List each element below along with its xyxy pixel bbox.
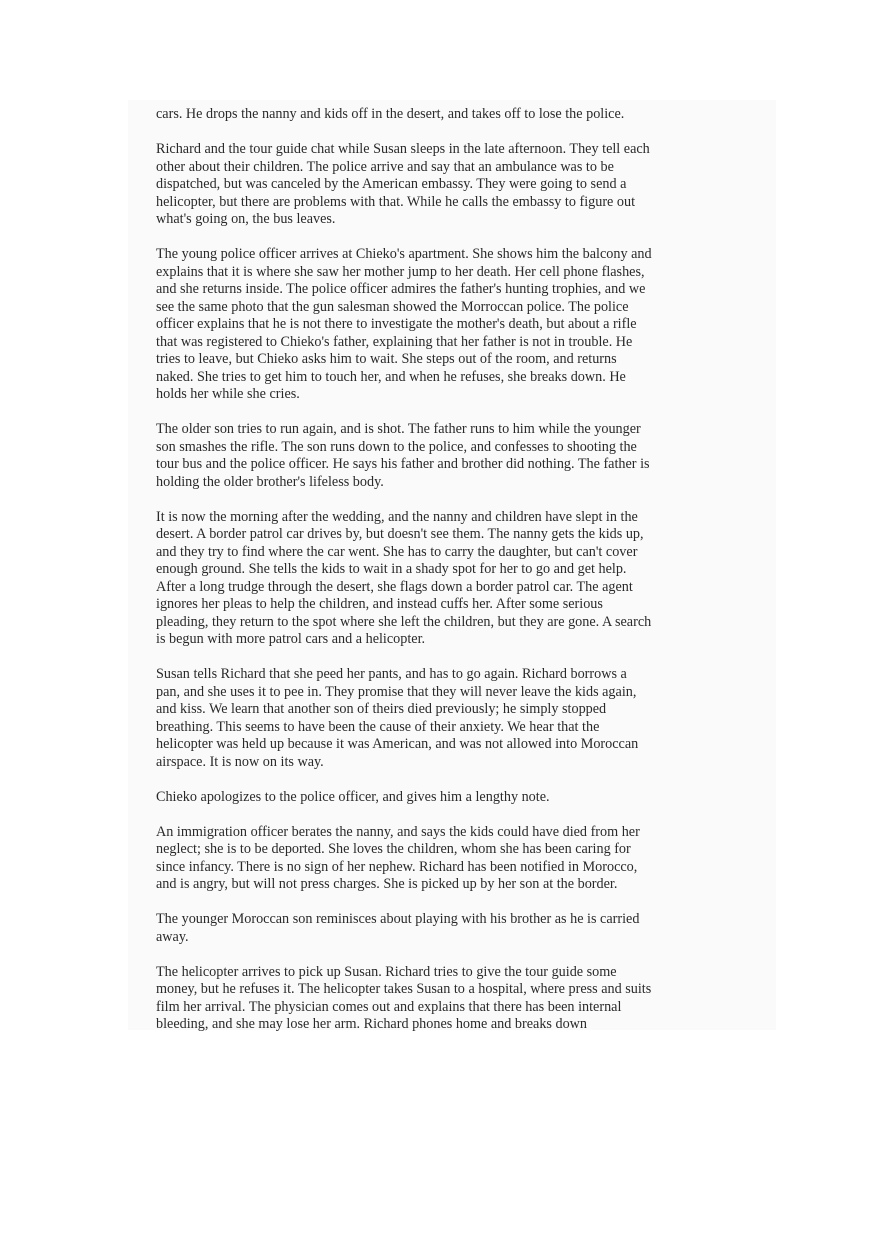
paragraph-5: It is now the morning after the wedding, and the nanny and children have slept in the desert. A border patrol car drives by, but doesn't see them. The nanny gets the kids up, and they try to find where the car went. She has to carry the daughter, but can't cover enough ground. She tells the kids to wait in a shady spot for her to go and get help. After a long trudge through the desert, she flags down a border patrol car. The agent ignores her pleas to help the children, and instead cuffs her. After some serious pleading, they return to the spot where she left the children, but they are gone. A search is begun with more patrol cars and a helicopter. — [156, 508, 652, 647]
paragraph-4: The older son tries to run again, and is shot. The father runs to him while the younger son smashes the rifle. The son runs down to the police, and confesses to shooting the tour bus and the police officer. He says his father and brother did nothing. The father is holding the older brother's lifeless body. — [156, 421, 650, 490]
paragraph-1: cars. He drops the nanny and kids off in the desert, and takes off to lose the police. — [156, 106, 625, 122]
document-body — [156, 106, 652, 1051]
paragraph-2: Richard and the tour guide chat while Susan sleeps in the late afternoon. They tell each other about their children. The police arrive and say that an ambulance was to be dispatched, but was canceled by the American embassy. They were going to send a helicopter, but there are problems with that. While he calls the embassy to figure out what's going on, the bus leaves. — [156, 141, 650, 227]
paragraph-10: The helicopter arrives to pick up Susan. Richard tries to give the tour guide some money, but he refuses it. The helicopter takes Susan to a hospital, where press and suits film her arrival. The physician comes out and explains that there has been internal bleeding, and she may lose her arm. Richard phones home and breaks down — [156, 963, 652, 1032]
paragraph-9: The younger Moroccan son reminisces about playing with his brother as he is carried away. — [156, 911, 640, 945]
paragraph-7: Chieko apologizes to the police officer, and gives him a lengthy note. — [156, 788, 550, 805]
paragraph-6: Susan tells Richard that she peed her pants, and has to go again. Richard borrows a pan, and she uses it to pee in. They promise that they will never leave the kids again, and kiss. We learn that another son of theirs died previously; he simply stopped breathing. This seems to have been the cause of their anxiety. We hear that the helicopter was held up because it was American, and was not allowed into Moroccan airspace. It is now on its way. — [156, 666, 639, 770]
paragraph-3: The young police officer arrives at Chieko's apartment. She shows him the balcony and explains that it is where she saw her mother jump to her death. Her cell phone flashes, and she returns inside. The police officer admires the father's hunting trophies, and we see the same photo that the gun salesman showed the Morroccan police. The police officer explains that he is not there to investigate the mother's death, but about a rifle that was registered to Chieko's father, explaining that her father is not in trouble. He tries to leave, but Chieko asks him to wait. She steps out of the room, and returns naked. She tries to get him to touch her, and when he refuses, she breaks down. He holds her while she cries. — [156, 246, 652, 402]
paragraph-8: An immigration officer berates the nanny, and says the kids could have died from her neglect; she is to be deported. She loves the children, whom she has been caring for since infancy. There is no sign of her nephew. Richard has been notified in Morocco, and is angry, but will not press charges. She is picked up by her son at the border. — [156, 823, 640, 892]
